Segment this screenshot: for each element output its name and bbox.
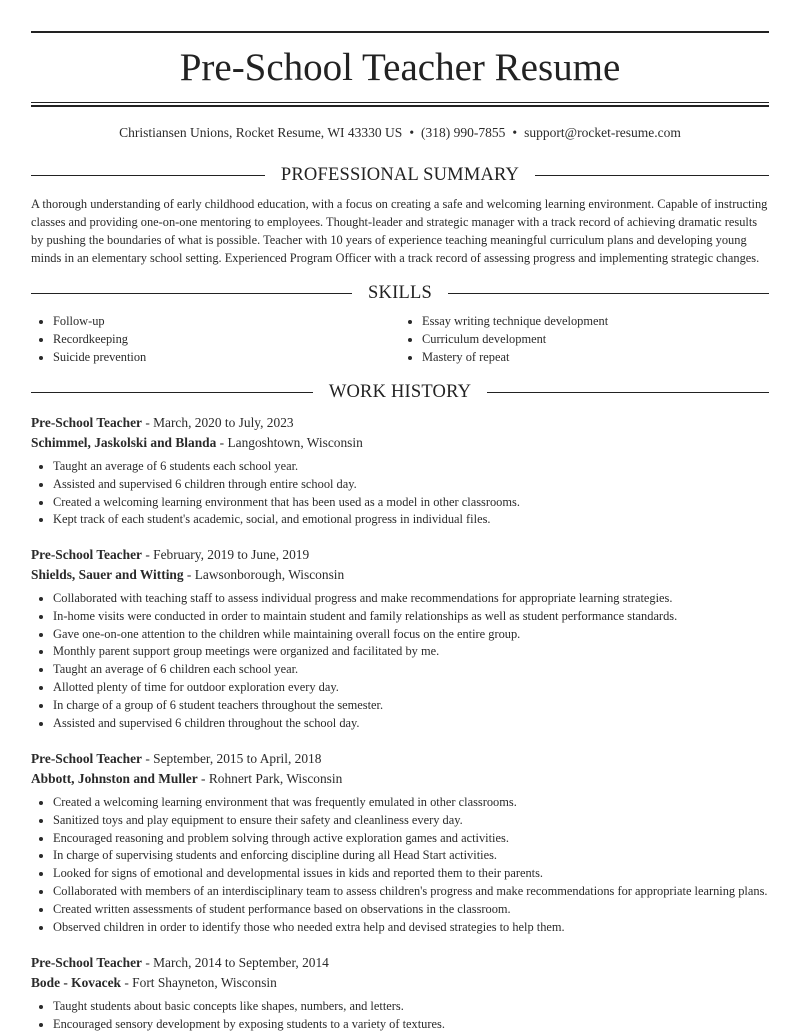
job-bullets	[31, 998, 769, 1034]
title-rule	[31, 102, 769, 103]
job-bullets	[31, 794, 769, 936]
job-location: - Lawsonborough, Wisconsin	[183, 567, 345, 582]
job-dates: - September, 2015 to April, 2018	[141, 751, 322, 766]
job-bullet: • In charge of supervising students and enforcing discipline during all Head Start activities.	[53, 847, 769, 865]
skills-column-left	[31, 313, 400, 366]
job-entry	[31, 953, 769, 1034]
job-location: - Rohnert Park, Wisconsin	[197, 771, 343, 786]
job-bullets	[31, 458, 769, 529]
job-title-line	[31, 545, 769, 564]
job-company-line	[31, 433, 769, 452]
heading-rule	[31, 293, 352, 294]
job-bullet: • Looked for signs of emotional and developmental issues in kids and reported them to their parents.	[53, 865, 769, 883]
skills-column-right	[400, 313, 769, 366]
job-title: Pre-School Teacher	[31, 955, 142, 970]
contact-separator: •	[409, 125, 415, 140]
job-bullet: • Assisted and supervised 6 children throughout the school day.	[53, 715, 769, 733]
job-bullet: • Created written assessments of student performance based on observations in the classroom.	[53, 901, 769, 919]
job-bullet: • In-home visits were conducted in order to maintain student and family relationships as well as student performance standards.	[53, 608, 769, 626]
heading-rule	[535, 175, 769, 176]
job-bullet: • Created a welcoming learning environment that was frequently emulated in other classrooms.	[53, 794, 769, 812]
skill-item: • Recordkeeping	[53, 331, 400, 349]
section-title: SKILLS	[368, 283, 432, 303]
job-bullet: • Assisted and supervised 6 children through entire school day.	[53, 476, 769, 494]
skill-item: • Essay writing technique development	[422, 313, 769, 331]
job-entry	[31, 545, 769, 732]
skills-list	[31, 313, 769, 366]
job-dates: - March, 2020 to July, 2023	[141, 415, 294, 430]
job-bullet: • Observed children in order to identify those who needed extra help and devised strategies to help them.	[53, 919, 769, 937]
job-bullet: • Collaborated with members of an interdisciplinary team to assess children's progress and make recommendations for appropriate learning plans.	[53, 883, 769, 901]
heading-rule	[31, 175, 265, 176]
job-bullet: • Taught students about basic concepts like shapes, numbers, and letters.	[53, 998, 769, 1016]
section-heading-work	[31, 380, 769, 404]
job-title-line	[31, 413, 769, 432]
job-location: - Fort Shayneton, Wisconsin	[121, 975, 277, 990]
job-bullets	[31, 590, 769, 732]
skill-item: • Follow-up	[53, 313, 400, 331]
job-bullet: • Collaborated with teaching staff to assess individual progress and make recommendations for appropriate learning strategies.	[53, 590, 769, 608]
job-company: Shields, Sauer and Witting	[31, 567, 184, 582]
job-company-line	[31, 565, 769, 584]
job-entry	[31, 413, 769, 529]
section-heading-summary	[31, 163, 769, 187]
job-bullet: • In charge of a group of 6 student teachers throughout the semester.	[53, 697, 769, 715]
job-bullet: • Created a welcoming learning environment that has been used as a model in other classrooms.	[53, 494, 769, 512]
contact-line	[31, 124, 769, 142]
skill-item: • Curriculum development	[422, 331, 769, 349]
summary-text: A thorough understanding of early childhood education, with a focus on creating a safe and welcoming learning environment. Capable of instructing classes and providing one-on-one mentoring to employees. Thought-leader and strategic manager with a track record of achieving dramatic results by pushing the boundaries of what is possible. Teacher with 10 years of experience teaching meaningful curriculum plans and developing young minds in an elementary school setting. Experienced Program Officer with a track record of assessing progress and implementing strategic changes.	[31, 197, 768, 265]
job-bullet: • Taught an average of 6 students each school year.	[53, 458, 769, 476]
job-bullet: • Kept track of each student's academic, social, and emotional progress in individual files.	[53, 511, 769, 529]
section-title: PROFESSIONAL SUMMARY	[280, 165, 520, 185]
job-bullet: • Allotted plenty of time for outdoor exploration every day.	[53, 679, 769, 697]
skill-item: • Mastery of repeat	[422, 349, 769, 367]
job-company: Schimmel, Jaskolski and Blanda	[31, 435, 217, 450]
job-title: Pre-School Teacher	[31, 547, 142, 562]
heading-rule	[487, 392, 769, 393]
job-bullet: • Sanitized toys and play equipment to ensure their safety and cleanliness every day.	[53, 812, 769, 830]
contact-separator: •	[512, 125, 518, 140]
contact-email: support@rocket-resume.com	[524, 125, 681, 140]
contact-phone: (318) 990-7855	[421, 125, 506, 140]
job-company-line	[31, 769, 769, 788]
job-bullet: • Monthly parent support group meetings were organized and facilitated by me.	[53, 643, 769, 661]
top-rule	[31, 31, 769, 33]
job-title: Pre-School Teacher	[31, 751, 142, 766]
section-title: WORK HISTORY	[328, 382, 472, 402]
job-bullet: • Encouraged sensory development by exposing students to a variety of textures.	[53, 1016, 769, 1034]
job-title: Pre-School Teacher	[31, 415, 142, 430]
job-company: Bode - Kovacek	[31, 975, 122, 990]
heading-rule	[448, 293, 769, 294]
title-rule-bold	[31, 105, 769, 107]
job-title-line	[31, 749, 769, 768]
job-dates: - March, 2014 to September, 2014	[141, 955, 329, 970]
job-bullet: • Taught an average of 6 children each school year.	[53, 661, 769, 679]
job-company-line	[31, 973, 769, 992]
job-bullet: • Encouraged reasoning and problem solving through active exploration games and activities.	[53, 830, 769, 848]
job-company: Abbott, Johnston and Muller	[31, 771, 198, 786]
job-bullet: • Gave one-on-one attention to the children while maintaining overall focus on the entire group.	[53, 626, 769, 644]
job-entry	[31, 749, 769, 936]
job-title-line	[31, 953, 769, 972]
job-location: - Langoshtown, Wisconsin	[216, 435, 363, 450]
heading-rule	[31, 392, 313, 393]
resume-title: Pre-School Teacher Resume	[179, 46, 621, 89]
skill-item: • Suicide prevention	[53, 349, 400, 367]
job-dates: - February, 2019 to June, 2019	[141, 547, 310, 562]
contact-address: Christiansen Unions, Rocket Resume, WI 43330 US	[119, 125, 403, 140]
section-heading-skills	[31, 281, 769, 305]
